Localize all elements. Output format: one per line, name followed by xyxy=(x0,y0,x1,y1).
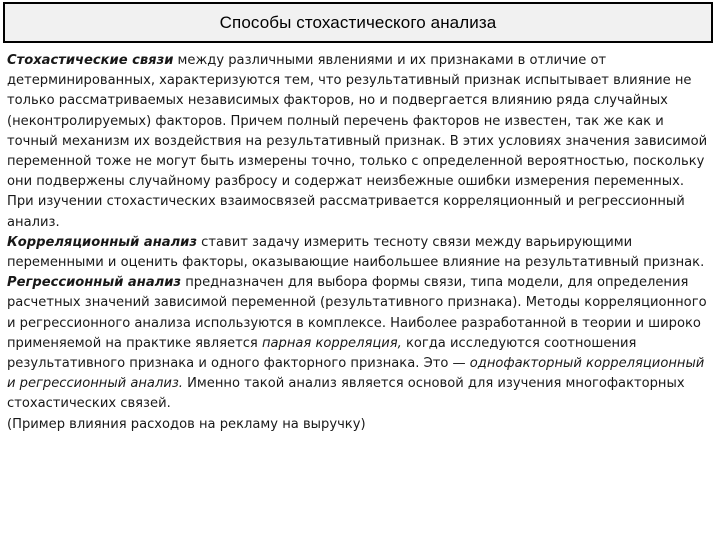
paragraph-text: Именно такой анализ является основой для изучения многофакторных стохастических связей. xyxy=(7,376,685,412)
term-regression-analysis: Регрессионный анализ xyxy=(7,275,182,291)
emphasis-one-factor-analysis: однофакторный корреляционный и регрессионный анализ. xyxy=(7,356,705,392)
paragraph-correlation-analysis xyxy=(7,233,713,273)
paragraph-stochastic-links xyxy=(7,51,713,192)
paragraph-example xyxy=(7,415,713,435)
paragraph-text: между различными явлениями и их признаками в отличие от детерминированных, характеризуются тем, что результативный признак испытывает влияние не только рассматриваемых независимых факторов, но и подвергается влиянию ряда случайных (неконтролируемых) факторов. Причем полный перечень факторов не известен, так же как и точный механизм их воздействия на результативный признак. В этих условиях значения зависимой переменной тоже не могут быть измерены точно, только с определенной вероятностью, поскольку они подвержены случайному разбросу и содержат неизбежные ошибки измерения переменных. xyxy=(7,53,708,190)
term-correlation-analysis: Корреляционный анализ xyxy=(7,234,197,250)
title-bar xyxy=(3,2,713,43)
slide-body xyxy=(7,51,713,435)
term-stochastic-links: Стохастические связи xyxy=(7,53,174,68)
paragraph-text: (Пример влияния расходов на рекламу на выручку) xyxy=(7,416,366,432)
paragraph-text: предназначен для выбора формы связи, типа модели, для определения расчетных значений зависимой переменной (результативного признака). Методы корреляционного и регрессионного анализа используются в комплексе. Наиболее разработанной в теории и широко применяемой на практике является xyxy=(7,275,707,351)
paragraph-text: ставит задачу измерить тесноту связи между варьирующими переменными и оценить факторы, оказывающие наибольшее влияние на результативный признак. xyxy=(7,234,705,271)
paragraph-study xyxy=(7,192,713,232)
paragraph-text: когда исследуются соотношения результативного признака и одного факторного признака. Это — xyxy=(7,335,637,372)
emphasis-pair-correlation: парная корреляция, xyxy=(261,335,402,351)
slide-title: Способы стохастического анализа xyxy=(219,12,497,32)
paragraph-text: При изучении стохастических взаимосвязей рассматривается корреляционный и регрессионный анализ. xyxy=(7,194,685,230)
paragraph-regression-analysis xyxy=(7,273,713,414)
